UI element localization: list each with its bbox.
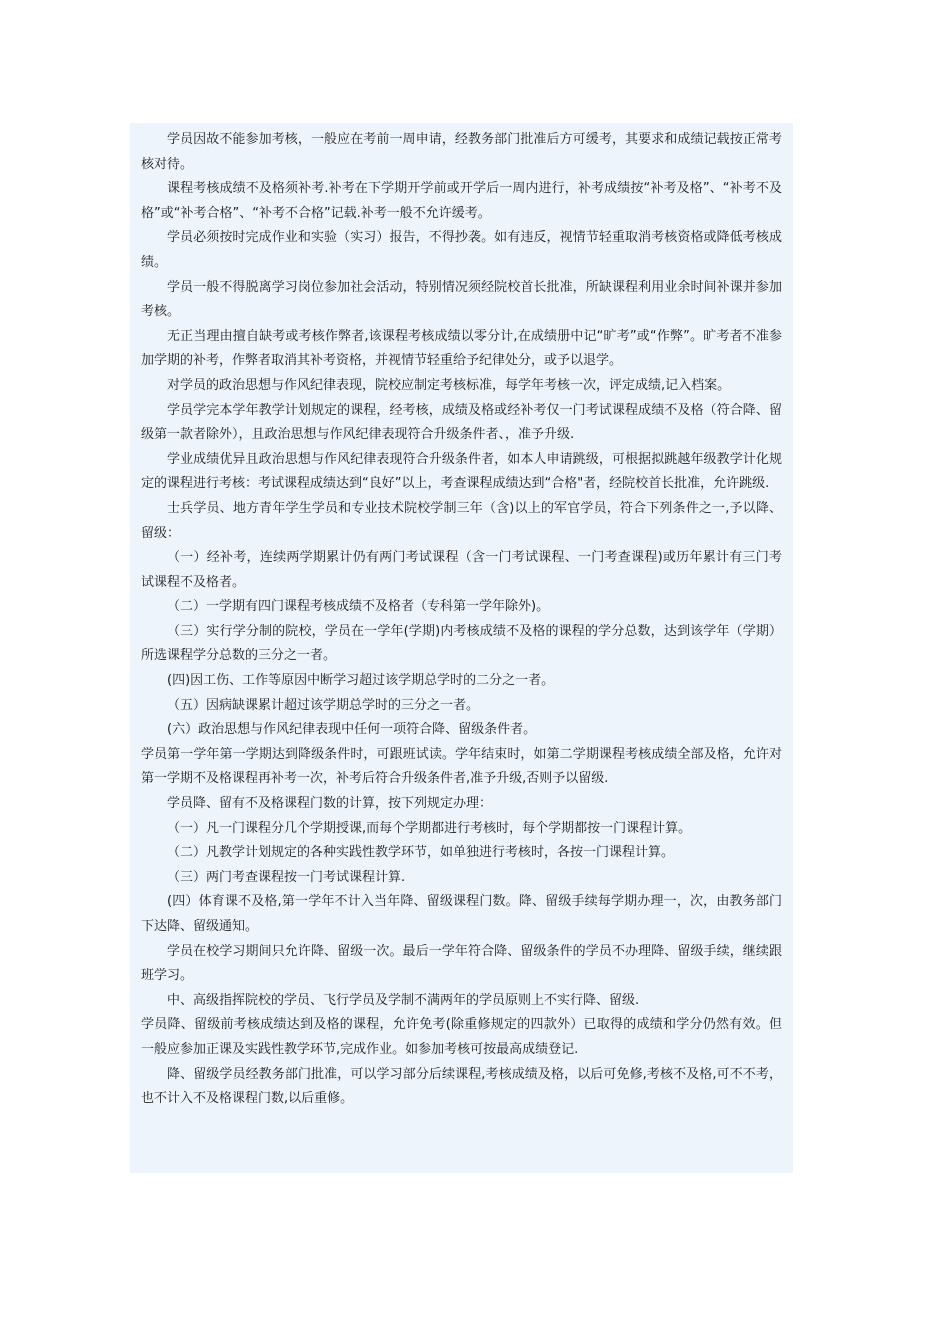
paragraph: 学员必须按时完成作业和实验（实习）报告，不得抄袭。如有违反，视情节轻重取消考核资格或降低考核成绩。 [141,230,782,270]
paragraph: （三）实行学分制的院校，学员在一学年(学期)内考核成绩不及格的课程的学分总数，达到该学年（学期）所选课程学分总数的三分之一者。 [141,623,782,664]
paragraph: 学员因故不能参加考核，一般应在考前一周申请，经教务部门批准后方可缓考，其要求和成绩记载按正常考核对待。 [141,132,782,172]
paragraph: 学员在校学习期间只允许降、留级一次。最后一学年符合降、留级条件的学员不办理降、留级手续，继续跟班学习。 [141,943,782,984]
paragraph: 无正当理由擅自缺考或考核作弊者,该课程考核成绩以零分计,在成绩册中记“旷考”或“作弊”。旷考者不准参加学期的补考，作弊者取消其补考资格，并视情节轻重给予纪律处分，或予以退学。 [141,328,782,369]
paragraph: 学员降、留级前考核成绩达到及格的课程，允许免考(除重修规定的四款外）已取得的成绩和学分仍然有效。但一般应参加正课及实践性教学环节,完成作业。如参加考核可按最高成绩登记. [141,1017,782,1057]
paragraph: (六）政治思想与作风纪律表现中任何一项符合降、留级条件者。 [167,722,537,738]
paragraph: （一）经补考，连续两学期累计仍有两门考试课程（含一门考试课程、一门考查课程)或历年累计有三门考试课程不及格者。 [141,550,782,590]
paragraph: 学员第一学年第一学期达到降级条件时，可跟班试读。学年结束时，如第二学期课程考核成绩全部及格，允许对第一学期不及格课程再补考一次，补考后符合升级条件者,准予升级,否则予以留级. [141,746,782,787]
paragraph: 中、高级指挥院校的学员、飞行学员及学制不满两年的学员原则上不实行降、留级. [167,992,640,1008]
paragraph: （二）一学期有四门课程考核成绩不及格者（专科第一学年除外)。 [167,599,550,615]
paragraph: 学员降、留有不及格课程门数的计算，按下列规定办理： [167,796,493,812]
paragraph: 学员学完本学年教学计划规定的课程，经考核，成绩及格或经补考仅一门考试课程成绩不及格（符合降、留级第一款者除外），且政治思想与作风纪律表现符合升级条件者、，准予升级. [141,402,782,443]
paragraph: 降、留级学员经教务部门批准，可以学习部分后续课程,考核成绩及格，以后可免修,考核不及格,可不不考，也不计入不及格课程门数,以后重修。 [141,1066,782,1107]
document-text-block [130,123,793,1173]
paragraph: 对学员的政治思想与作风纪律表现，院校应制定考核标准，每学年考核一次，评定成绩,记入档案。 [167,377,731,393]
paragraph: 学员一般不得脱离学习岗位参加社会活动，特别情况须经院校首长批准，所缺课程利用业余时间补课并参加考核。 [141,279,782,320]
paragraph: (四)因工伤、工作等原因中断学习超过该学期总学时的二分之一者。 [167,673,555,689]
paragraph: （五）因病缺课累计超过该学期总学时的三分之一者。 [167,697,480,713]
paragraph: 学业成绩优异且政治思想与作风纪律表现符合升级条件者，如本人申请跳级，可根据拟跳越年级教学计化规定的课程进行考核：考试课程成绩达到“良好”以上，考查课程成绩达到“合格"者，经院校首长批准，允许跳级. [141,451,782,492]
paragraph: （一）凡一门课程分几个学期授课,而每个学期都进行考核时，每个学期都按一门课程计算。 [167,820,692,836]
paragraph: （二）凡教学计划规定的各种实践性教学环节，如单独进行考核时，各按一门课程计算。 [167,845,675,861]
paragraph: （三）两门考查课程按一门考试课程计算. [167,869,406,885]
paragraph: 课程考核成绩不及格须补考.补考在下学期开学前或开学后一周内进行，补考成绩按“补考及格”、“补考不及格”或“补考合格”、“补考不合格”记载.补考一般不允许缓考。 [141,181,782,221]
paragraph: 士兵学员、地方青年学生学员和专业技术院校学制三年（含)以上的军官学员，符合下列条件之一,予以降、留级： [141,500,782,541]
paragraph: (四）体育课不及格,第一学年不计入当年降、留级课程门数。降、留级手续每学期办理一，次，由教务部门下达降、留级通知。 [141,894,782,934]
